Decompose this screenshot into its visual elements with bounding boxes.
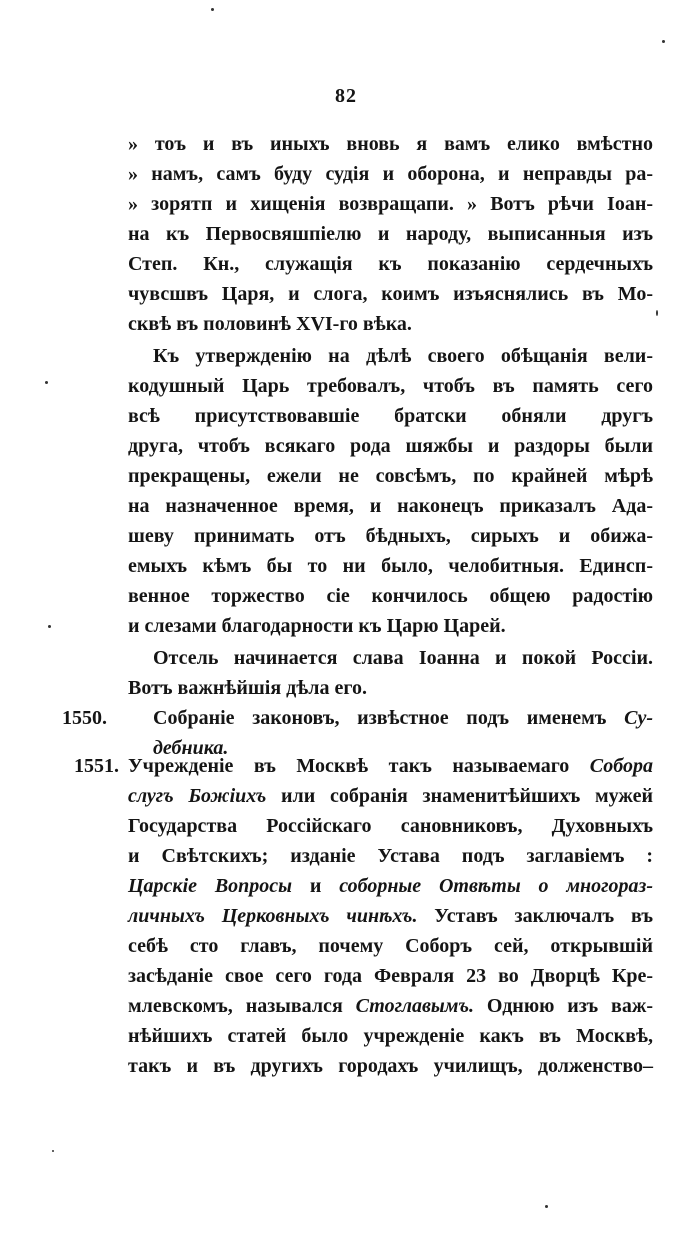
text-line: Собраніе законовъ, извѣстное подъ именемъ Су- — [153, 707, 653, 729]
page-number: 82 — [335, 85, 357, 107]
text-line: Степ. Кн., служащія къ показанію сердечныхъ — [128, 253, 653, 275]
text-line: чувсшвъ Царя, и слога, коимъ изъяснялись въ Мо- — [128, 283, 653, 305]
text-line: всѣ присутствовавшіе братски обняли другъ — [128, 405, 653, 427]
year-label: 1551. — [74, 755, 119, 777]
text-line: нѣйшихъ статей было учрежденіе какъ въ Москвѣ, — [128, 1025, 653, 1047]
scan-speck — [656, 310, 658, 316]
text-line: Вотъ важнѣйшія дѣла его. — [128, 677, 367, 699]
text-line: себѣ сто главъ, почему Соборъ сей, открывшій — [128, 935, 653, 957]
text-line: » тоъ и въ иныхъ вновь я вамъ елико вмѣстно — [128, 133, 653, 155]
text-line: Учрежденіе въ Москвѣ такъ называемаго Собора — [128, 755, 653, 777]
text-line: шеву принимать отъ бѣдныхъ, сирыхъ и обижа- — [128, 525, 653, 547]
text-line: засѣданіе свое сего года Февраля 23 во Дворцѣ Кре- — [128, 965, 653, 987]
text-line: Государства Россійскаго сановниковъ, Духовныхъ — [128, 815, 653, 837]
text-line: кодушный Царь требовалъ, чтобъ въ память сего — [128, 375, 653, 397]
scan-speck — [662, 40, 665, 43]
text-line: сквѣ въ половинѣ XVI-го вѣка. — [128, 313, 412, 335]
scan-speck — [545, 1205, 548, 1208]
text-line: на назначенное время, и наконецъ приказалъ Ада- — [128, 495, 653, 517]
text-line: Къ утвержденію на дѣлѣ своего обѣщанія вели- — [153, 345, 653, 367]
text-line: Царскіе Вопросы и соборные Отвѣты о многораз- — [128, 875, 653, 897]
text-line: » намъ, самъ буду судія и оборона, и неправды ра- — [128, 163, 653, 185]
text-line: слугъ Божіихъ или собранія знаменитѣйшихъ мужей — [128, 785, 653, 807]
text-line: емыхъ кѣмъ бы то ни было, челобитныя. Единсп- — [128, 555, 653, 577]
text-line: млевскомъ, назывался Стоглавымъ. Однюю изъ важ- — [128, 995, 654, 1017]
scan-speck — [45, 381, 48, 384]
text-line: дебника. — [153, 737, 229, 759]
text-line: Отсель начинается слава Іоанна и покой Россіи. — [153, 647, 653, 669]
text-line: такъ и въ другихъ городахъ училищъ, долженство– — [128, 1055, 653, 1077]
text-line: » зорятп и хищенія возвращапи. » Вотъ рѣчи Іоан- — [128, 193, 653, 215]
text-line: и Свѣтскихъ; изданіе Устава подъ заглавіемъ : — [128, 845, 653, 867]
scan-speck — [211, 8, 214, 11]
scan-speck — [52, 1150, 54, 1152]
text-line: личныхъ Церковныхъ чинѣхъ. Уставъ заключалъ въ — [128, 905, 653, 927]
text-line: на къ Первосвяшпіелю и народу, выписанныя изъ — [128, 223, 653, 245]
text-line: прекращены, ежели не совсѣмъ, по крайней мѣрѣ — [128, 465, 653, 487]
text-line: друга, чтобъ всякаго рода шяжбы и раздоры были — [128, 435, 653, 457]
text-line: венное торжество сіе кончилось общею радостію — [128, 585, 653, 607]
text-line: и слезами благодарности къ Царю Царей. — [128, 615, 506, 637]
year-label: 1550. — [62, 707, 107, 729]
scan-speck — [48, 625, 51, 628]
